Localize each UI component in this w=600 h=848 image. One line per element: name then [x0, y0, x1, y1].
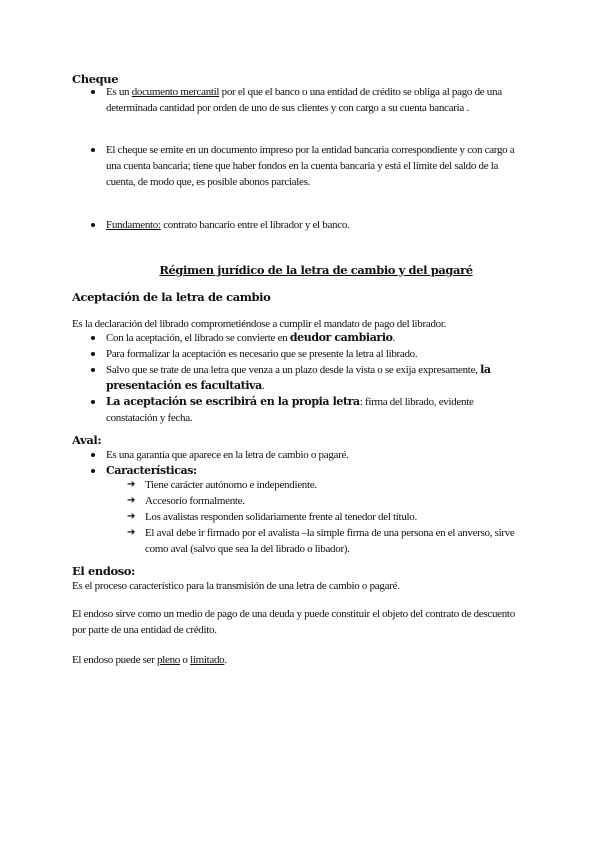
cheque-heading: Cheque	[72, 72, 119, 86]
pleno-term: pleno	[157, 654, 180, 666]
aval-bullet-1: Es una garantía que aparece en la letra de cambio o pagaré.	[88, 447, 528, 463]
endoso-paragraph-2: El endoso sirve como un medio de pago de una deuda y puede constituir el objeto del contrato de descuento por parte de una entidad de crédito.	[72, 608, 515, 636]
aceptacion-heading: Aceptación de la letra de cambio	[72, 290, 271, 304]
arrow-icon: ➔	[127, 511, 136, 522]
cheque-bullet-list-1	[88, 84, 528, 116]
cheque-bullet-3: Fundamento: contrato bancario entre el librador y el banco.	[88, 217, 528, 233]
cheque-bullet-1: Es un documento mercantil por el que el banco o una entidad de crédito se obliga al pago de una determinada cantidad por orden de uno de sus clientes y con cargo a su cuenta bancaria .	[88, 84, 528, 116]
aval-heading: Aval:	[72, 433, 102, 447]
cheque-bullet-list-3	[88, 217, 528, 233]
limitado-term: limitado	[190, 654, 225, 666]
arrow-icon: ➔	[127, 495, 136, 506]
fundamento-label: Fundamento:	[106, 219, 161, 231]
aval-characteristics-list	[127, 477, 527, 557]
documento-mercantil-link[interactable]: documento mercantil	[131, 86, 220, 98]
aceptacion-bullet-4: La aceptación se escribirá en la propia letra: firma del librado, evidente constatación y fecha.	[88, 394, 518, 426]
characteristic-item: ➔ Accesorio formalmente.	[127, 495, 245, 507]
aceptacion-bullet-2: Para formalizar la aceptación es necesario que se presente la letra al librado.	[88, 346, 518, 362]
characteristic-item: ➔ Tiene carácter autónomo e independiente.	[127, 479, 317, 491]
endoso-heading: El endoso:	[72, 564, 135, 578]
aceptacion-bullet-list	[88, 330, 518, 426]
aceptacion-bullet-1: Con la aceptación, el librado se convierte en deudor cambiario.	[88, 330, 518, 346]
cheque-bullet-2: El cheque se emite en un documento impreso por la entidad bancaria correspondiente y con cargo a una cuenta bancaria; tiene que haber fondos en la cuenta bancaria y está el límite del saldo de la cuenta, de modo que, es posible abonos parciales.	[88, 142, 528, 190]
characteristic-item: ➔ El aval debe ir firmado por el avalista –la simple firma de una persona en el anverso, sirve como aval (salvo que sea la del librado o libador).	[127, 527, 515, 555]
aval-bullet-list	[88, 447, 528, 479]
arrow-icon: ➔	[127, 527, 136, 538]
characteristic-item: ➔ Los avalistas responden solidariamente frente al tenedor del título.	[127, 511, 417, 523]
section-title: Régimen jurídico de la letra de cambio y del pagaré	[159, 263, 473, 277]
cheque-bullet-list-2	[88, 142, 528, 190]
endoso-paragraph-1: Es el proceso característico para la transmisión de una letra de cambio o pagaré.	[72, 580, 400, 592]
arrow-icon: ➔	[127, 479, 136, 490]
aval-bullet-2: Características:	[88, 463, 528, 479]
endoso-paragraph-3: El endoso puede ser pleno o limitado.	[72, 654, 227, 666]
aceptacion-bullet-3: Salvo que se trate de una letra que venza a un plazo desde la vista o se exija expresamente, la presentación es facultativa.	[88, 362, 518, 394]
aceptacion-intro: Es la declaración del librado comprometiéndose a cumplir el mandato de pago del librador.	[72, 318, 447, 330]
